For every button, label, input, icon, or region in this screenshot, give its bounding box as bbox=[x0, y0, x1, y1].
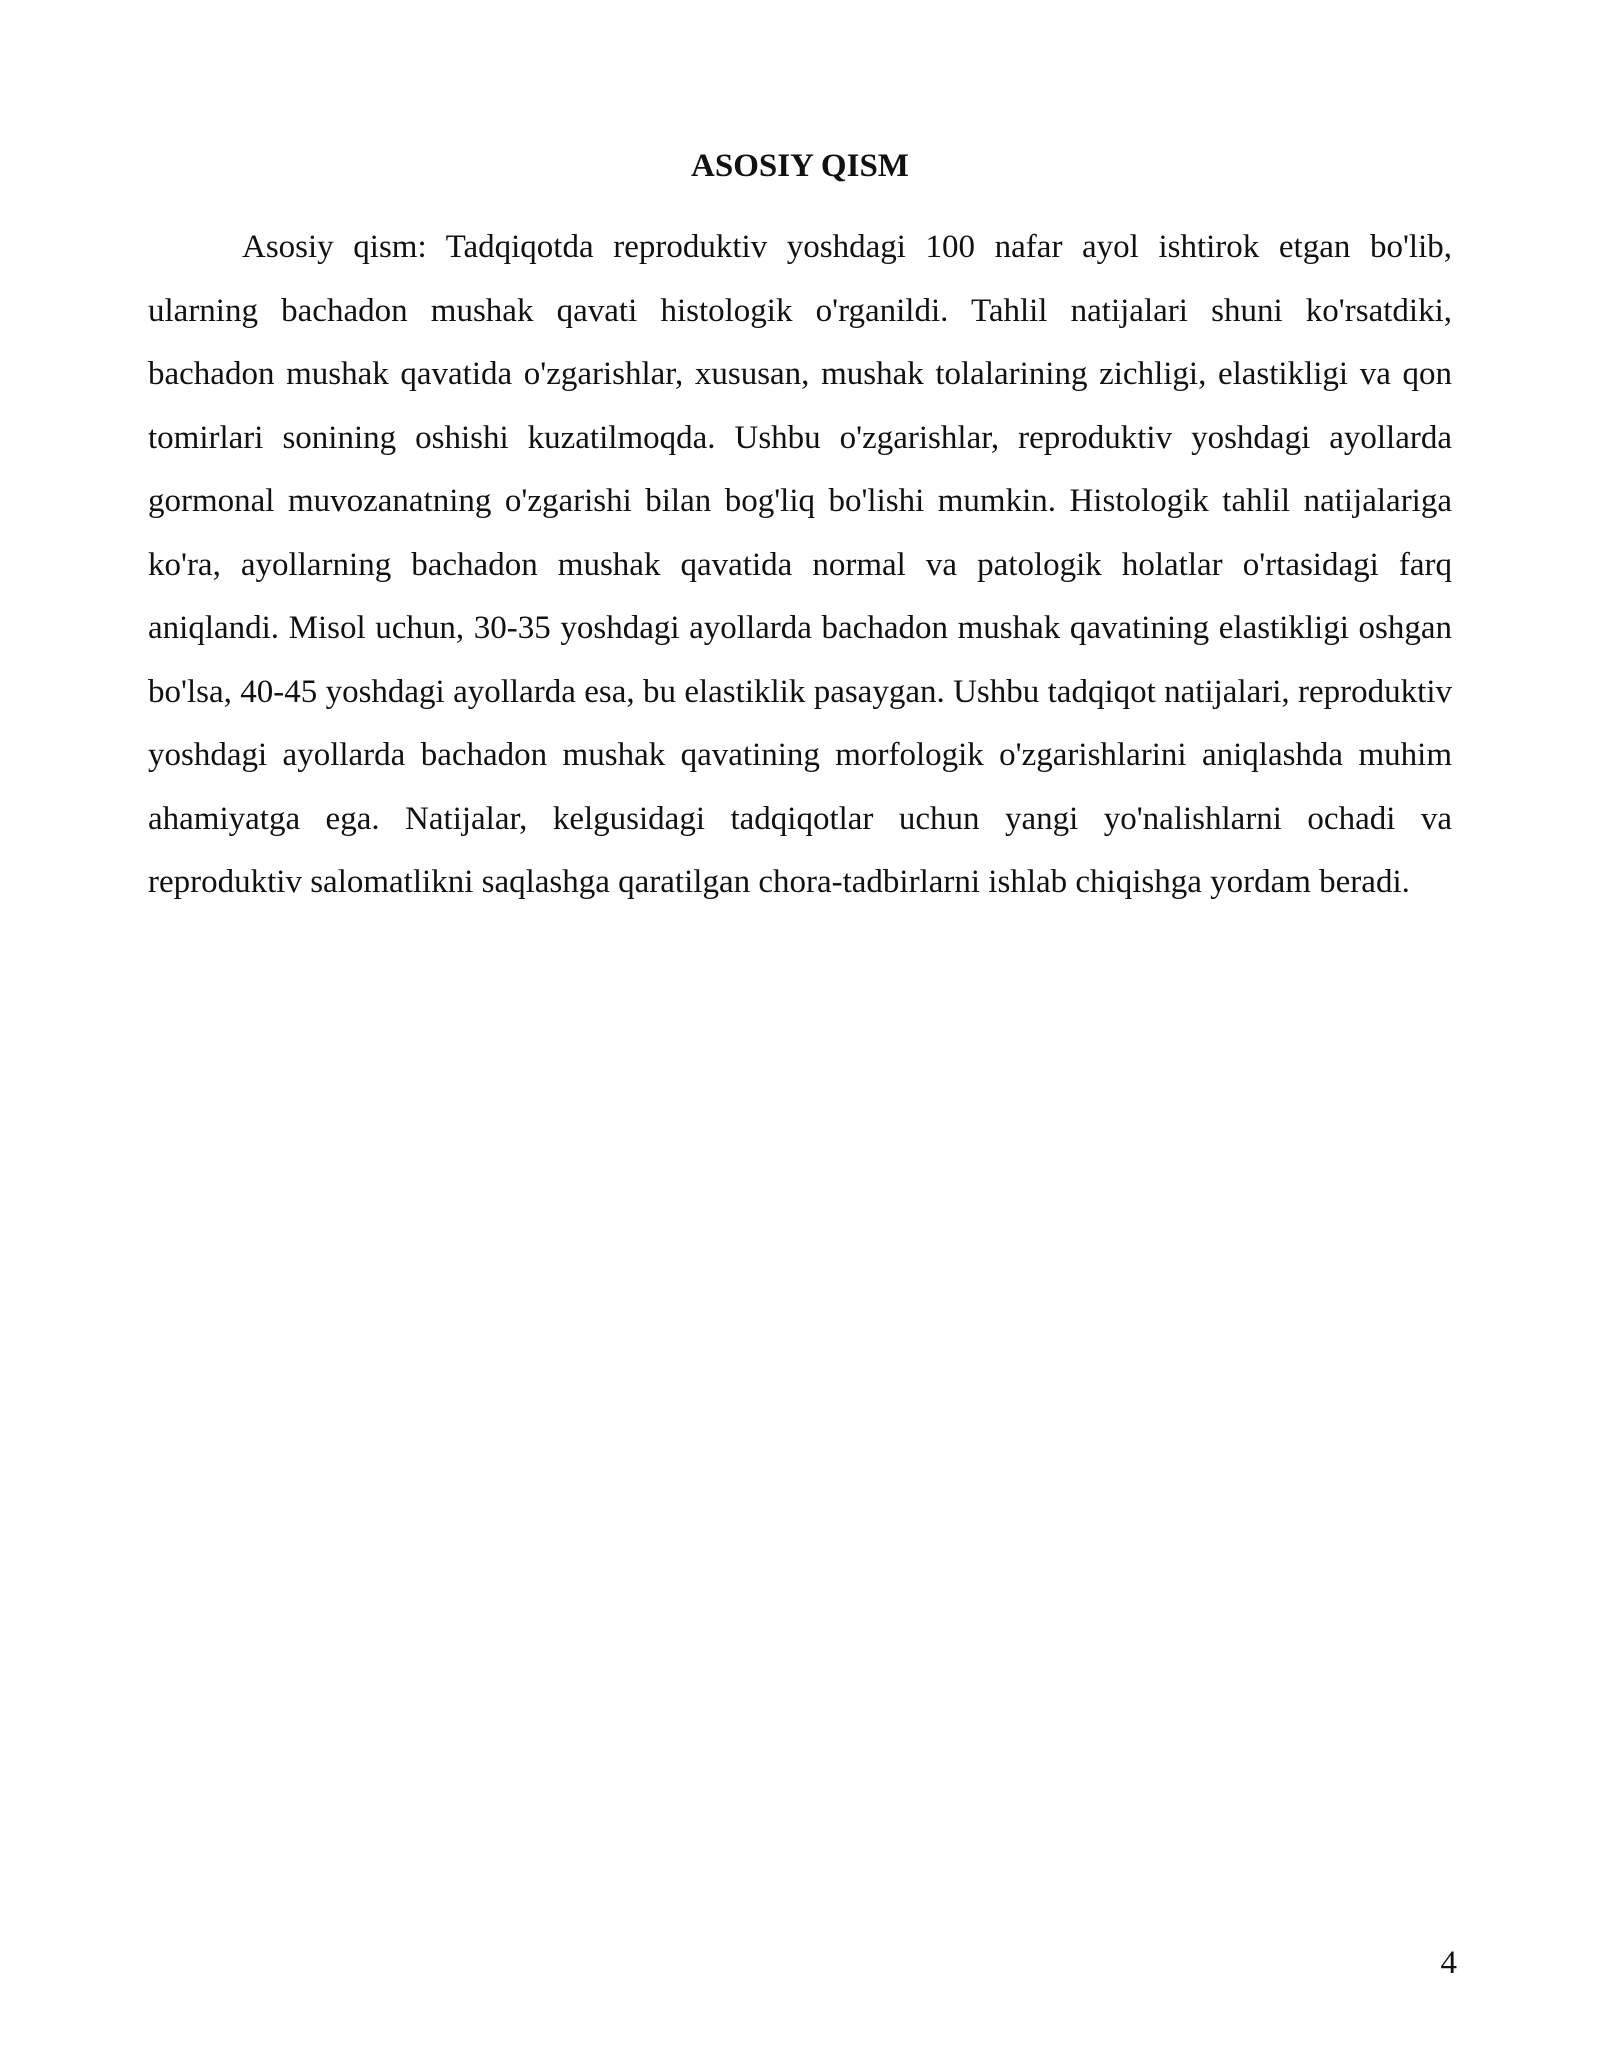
section-heading: ASOSIY QISM bbox=[691, 148, 909, 184]
body-paragraph: Asosiy qism: Tadqiqotda reproduktiv yoshdagi 100 nafar ayol ishtirok etgan bo'lib, ularning bachadon mushak qavati histologik o'rganildi. Tahlil natijalari shuni ko'rsatdiki, bachadon mushak qavatida o'zgarishlar, xususan, mushak tolalarining zichligi, elastikligi va qon tomirlari sonining oshishi kuzatilmoqda. Ushbu o'zgarishlar, reproduktiv yoshdagi ayollarda gormonal muvozanatning o'zgarishi bilan bog'liq bo'lishi mumkin. Histologik tahlil natijalariga ko'ra, ayollarning bachadon mushak qavatida normal va patologik holatlar o'rtasidagi farq aniqlandi. Misol uchun, 30-35 yoshdagi ayollarda bachadon mushak qavatining elastikligi oshgan bo'lsa, 40-45 yoshdagi ayollarda esa, bu elastiklik pasaygan. Ushbu tadqiqot natijalari, reproduktiv yoshdagi ayollarda bachadon mushak qavatining morfologik o'zgarishlarini aniqlashda muhim ahamiyatga ega. Natijalar, kelgusidagi tadqiqotlar uchun yangi yo'nalishlarni ochadi va reproduktiv salomatlikni saqlashga qaratilgan chora-tadbirlarni ishlab chiqishga yordam beradi. bbox=[148, 229, 1452, 900]
page-number: 4 bbox=[1440, 1945, 1457, 1981]
